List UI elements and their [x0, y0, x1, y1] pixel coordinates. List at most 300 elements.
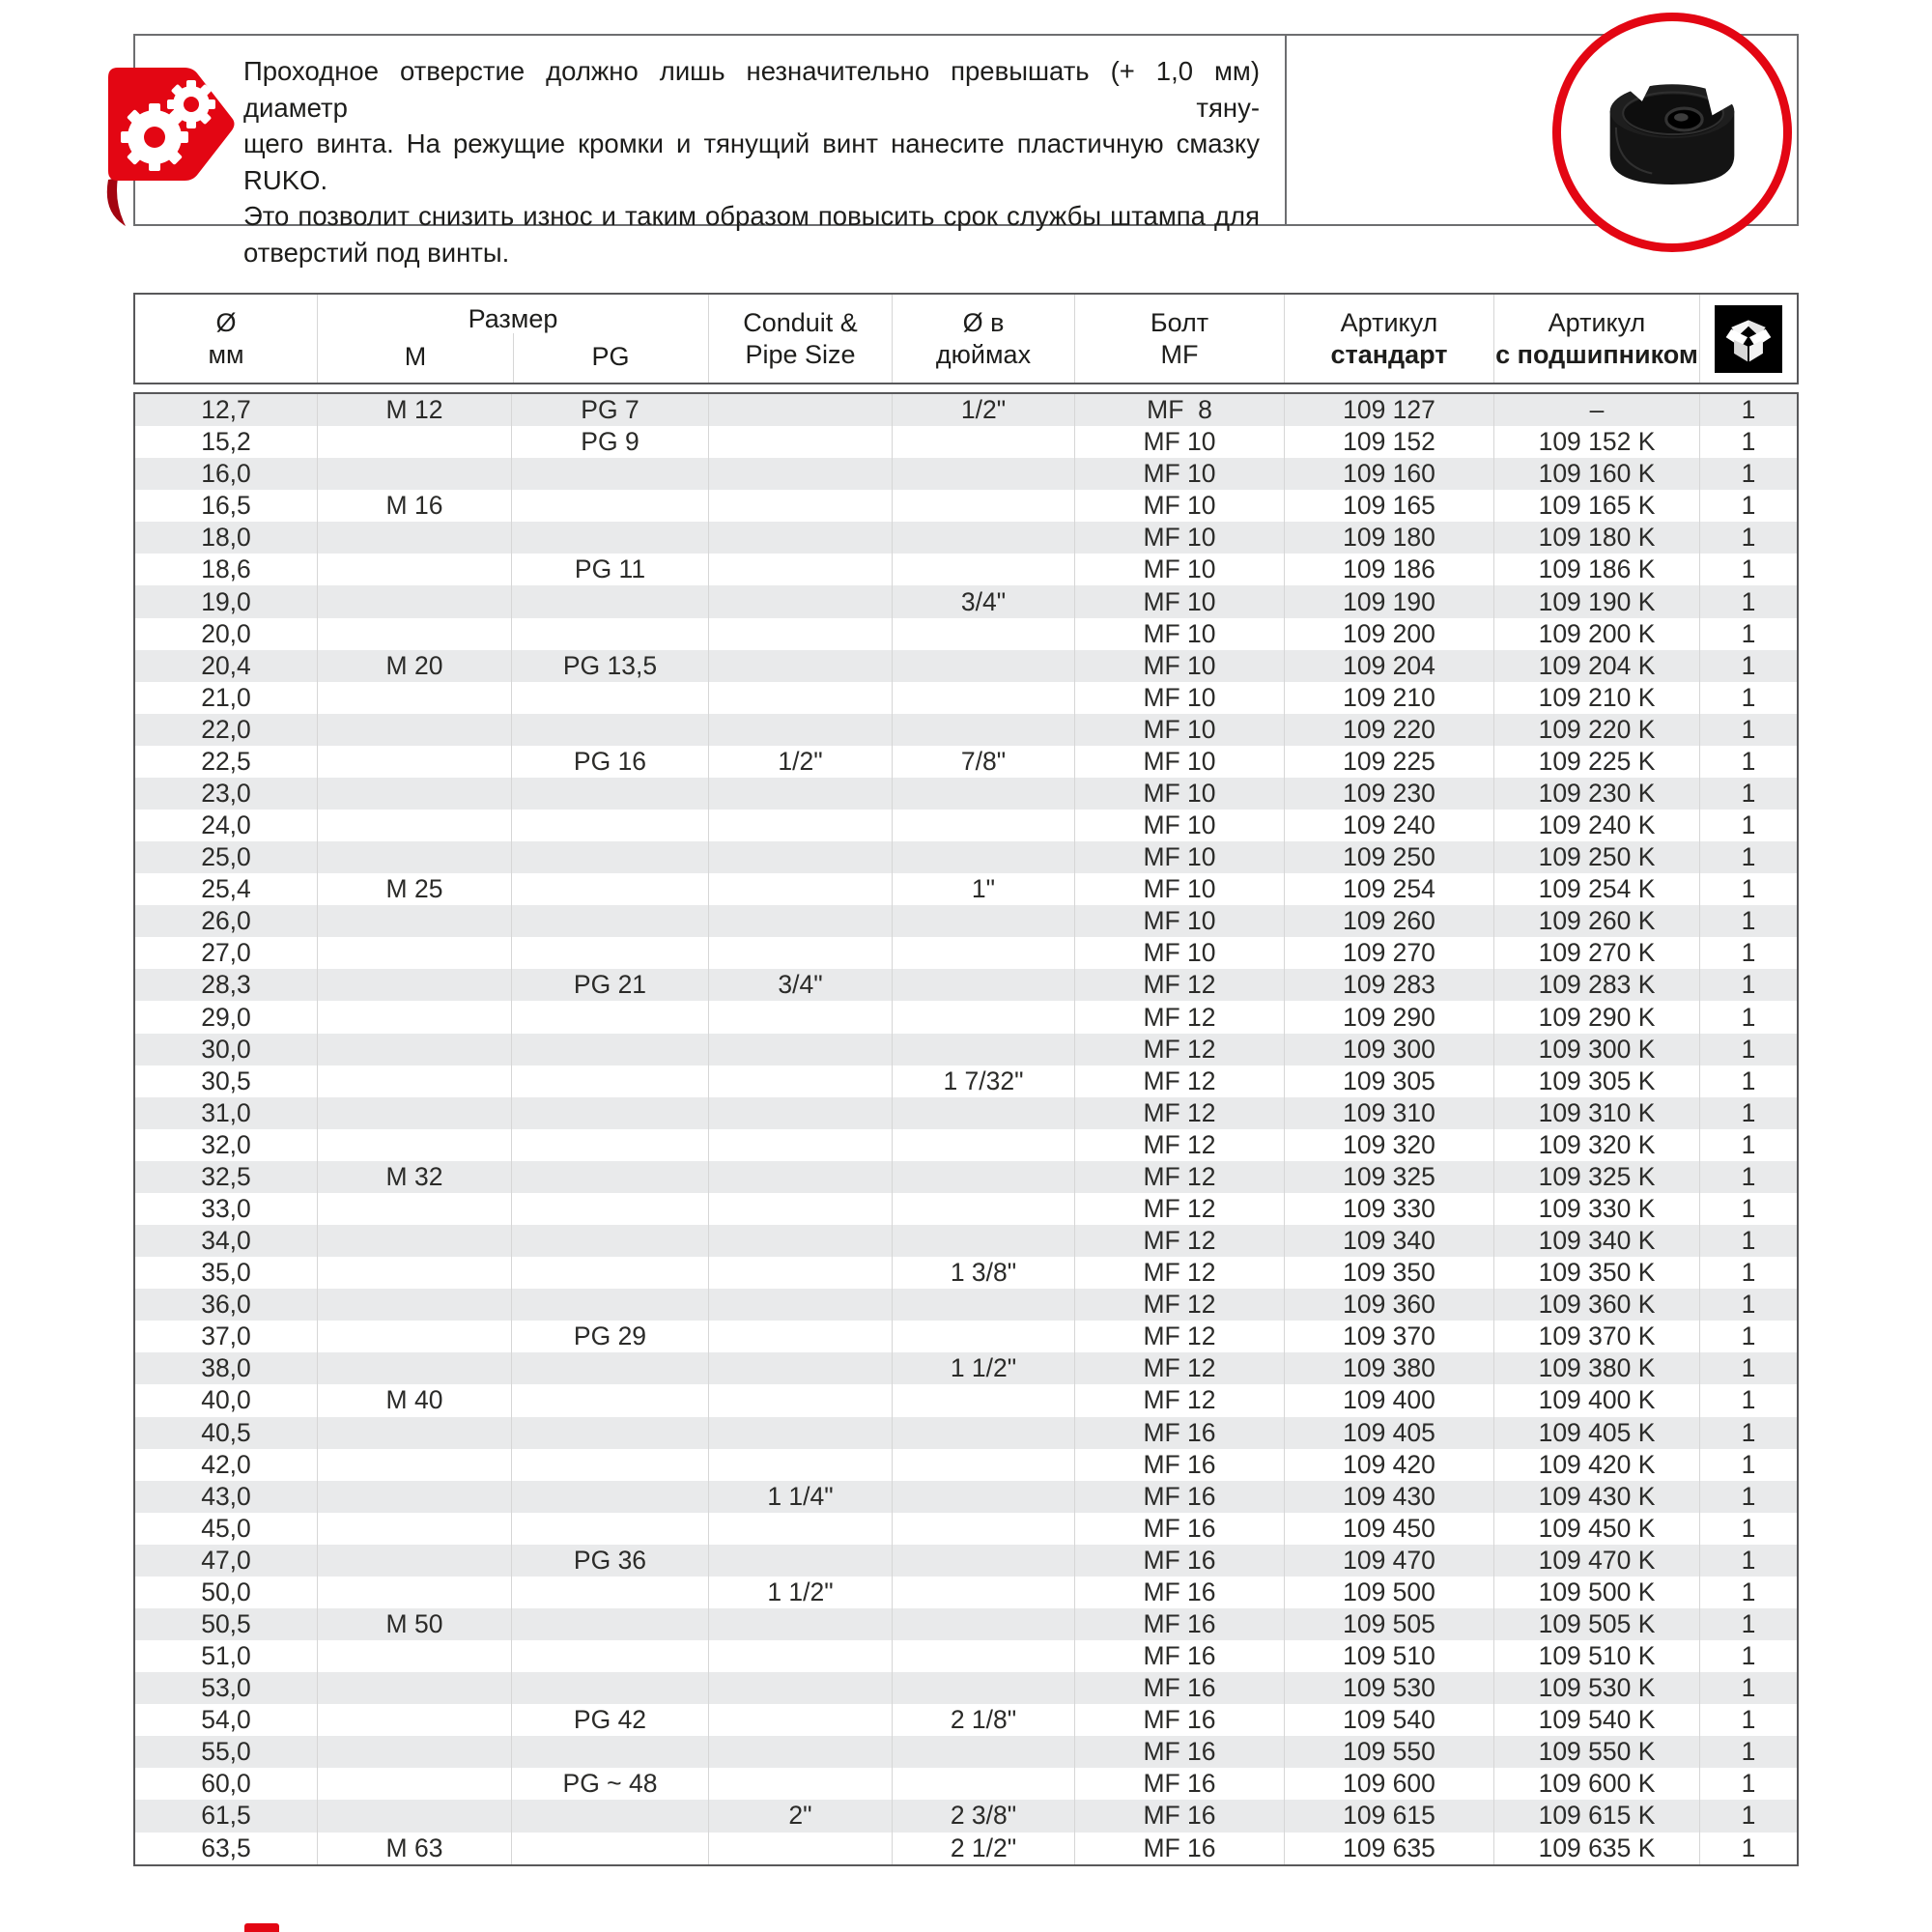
table-cell: 109 300 K	[1494, 1034, 1700, 1065]
table-cell: M 40	[318, 1384, 512, 1416]
table-cell: 1	[1741, 778, 1756, 808]
table-cell	[512, 1352, 709, 1384]
table-row	[135, 458, 1797, 490]
table-cell	[893, 1225, 1075, 1257]
table-cell: 16,0	[135, 458, 318, 490]
table-cell	[318, 1001, 512, 1033]
table-cell: 20,4	[135, 650, 318, 682]
table-cell: 1	[1741, 459, 1756, 489]
table-cell	[709, 714, 893, 746]
header-diameter-mm	[135, 295, 318, 383]
table-row	[135, 1384, 1797, 1416]
table-cell: 109 635	[1285, 1833, 1494, 1864]
table-cell: MF 16	[1075, 1800, 1285, 1832]
table-cell: 22,0	[135, 714, 318, 746]
table-cell: 1	[1741, 586, 1756, 616]
table-cell: 1/2"	[893, 394, 1075, 426]
table-cell: 1	[1741, 842, 1756, 872]
table-cell	[709, 1129, 893, 1161]
table-cell: MF 10	[1075, 490, 1285, 522]
table-cell: 3/4"	[709, 969, 893, 1001]
table-cell: 109 190	[1285, 585, 1494, 617]
table-cell: 1	[1741, 1129, 1756, 1159]
table-cell: M 63	[318, 1833, 512, 1864]
table-cell: 109 540 K	[1494, 1704, 1700, 1736]
table-cell	[709, 458, 893, 490]
table-cell: MF 12	[1075, 1129, 1285, 1161]
table-cell	[893, 426, 1075, 458]
table-cell: 1	[1741, 523, 1756, 553]
table-cell: MF 12	[1075, 1321, 1285, 1352]
table-cell	[893, 1129, 1075, 1161]
note-box-divider	[1285, 36, 1287, 224]
table-cell: 109 305 K	[1494, 1065, 1700, 1097]
table-cell	[709, 1384, 893, 1416]
table-cell: 21,0	[135, 682, 318, 714]
table-cell: 109 635 K	[1494, 1833, 1700, 1864]
table-cell: 1	[1741, 1673, 1756, 1703]
table-cell: 12,7	[135, 394, 318, 426]
table-cell: 32,0	[135, 1129, 318, 1161]
table-cell: PG 13,5	[512, 650, 709, 682]
table-cell	[893, 1608, 1075, 1640]
table-cell: 1	[1741, 1545, 1756, 1575]
table-cell: 45,0	[135, 1513, 318, 1545]
table-cell	[318, 1352, 512, 1384]
table-cell	[709, 1736, 893, 1768]
header-conduit-line1: Conduit &	[743, 307, 858, 337]
table-cell	[893, 1001, 1075, 1033]
table-row	[135, 650, 1797, 682]
table-cell	[318, 554, 512, 585]
table-cell	[893, 1545, 1075, 1577]
table-cell	[318, 1545, 512, 1577]
table-row	[135, 841, 1797, 873]
table-cell: 2"	[709, 1800, 893, 1832]
table-cell	[318, 1768, 512, 1800]
table-cell	[709, 1065, 893, 1097]
table-row	[135, 1001, 1797, 1033]
table-cell	[893, 1289, 1075, 1321]
header-bolt-line2: MF	[1160, 339, 1199, 369]
table-cell: 109 420 K	[1494, 1449, 1700, 1481]
table-cell: 18,0	[135, 522, 318, 554]
table-cell: MF 16	[1075, 1545, 1285, 1577]
table-cell: 109 225 K	[1494, 746, 1700, 778]
table-cell: MF 12	[1075, 1352, 1285, 1384]
table-cell: MF 12	[1075, 969, 1285, 1001]
table-cell: 109 470 K	[1494, 1545, 1700, 1577]
table-cell: 1	[1741, 1002, 1756, 1032]
table-cell: MF 12	[1075, 1065, 1285, 1097]
table-cell: PG 29	[512, 1321, 709, 1352]
header-conduit-line2: Pipe Size	[745, 339, 856, 369]
table-cell: 109 230 K	[1494, 778, 1700, 810]
table-cell	[512, 1289, 709, 1321]
note-line: Это позволит снизить износ и таким образом повысить срок службы штампа для	[243, 201, 1260, 231]
table-cell: 32,5	[135, 1161, 318, 1193]
table-row	[135, 1545, 1797, 1577]
table-cell	[512, 778, 709, 810]
table-cell: 54,0	[135, 1704, 318, 1736]
table-body	[133, 392, 1799, 1866]
table-cell: 1 1/4"	[709, 1481, 893, 1513]
table-cell: 109 200	[1285, 618, 1494, 650]
table-cell: 109 290 K	[1494, 1001, 1700, 1033]
table-cell: 109 380	[1285, 1352, 1494, 1384]
table-cell	[709, 1513, 893, 1545]
table-cell: 109 320	[1285, 1129, 1494, 1161]
table-cell: MF 10	[1075, 810, 1285, 841]
table-cell: MF 16	[1075, 1449, 1285, 1481]
table-cell	[709, 810, 893, 841]
table-cell: 109 180 K	[1494, 522, 1700, 554]
table-cell: 109 550	[1285, 1736, 1494, 1768]
table-cell: MF 12	[1075, 1097, 1285, 1129]
table-cell: MF 10	[1075, 714, 1285, 746]
table-cell: 109 260 K	[1494, 905, 1700, 937]
header-size-pg: PG	[591, 342, 630, 371]
table-cell	[512, 1034, 709, 1065]
table-cell: MF 12	[1075, 1161, 1285, 1193]
table-row	[135, 1225, 1797, 1257]
table-cell: 29,0	[135, 1001, 318, 1033]
table-cell: MF 12	[1075, 1225, 1285, 1257]
table-cell	[893, 554, 1075, 585]
table-row	[135, 810, 1797, 841]
table-cell: 1	[1741, 682, 1756, 712]
table-row	[135, 682, 1797, 714]
table-cell: 109 186	[1285, 554, 1494, 585]
table-cell: MF 16	[1075, 1736, 1285, 1768]
table-row	[135, 1513, 1797, 1545]
table-cell	[893, 1384, 1075, 1416]
table-cell	[893, 458, 1075, 490]
table-cell	[893, 618, 1075, 650]
header-article-bearing-line1: Артикул	[1548, 307, 1646, 337]
table-cell	[709, 490, 893, 522]
table-cell: 15,2	[135, 426, 318, 458]
punch-die-image	[1592, 57, 1752, 208]
header-size-group	[318, 295, 709, 383]
table-cell: 40,0	[135, 1384, 318, 1416]
table-cell	[318, 969, 512, 1001]
table-cell: 1	[1741, 1833, 1756, 1862]
table-cell	[512, 1577, 709, 1608]
table-cell	[893, 682, 1075, 714]
table-cell: 60,0	[135, 1768, 318, 1800]
table-cell: 53,0	[135, 1672, 318, 1704]
table-cell	[318, 585, 512, 617]
table-cell	[318, 1736, 512, 1768]
table-row	[135, 522, 1797, 554]
table-cell: 1	[1741, 1641, 1756, 1671]
header-diameter-unit: мм	[208, 339, 244, 369]
table-cell	[893, 1672, 1075, 1704]
table-cell: 1	[1741, 618, 1756, 648]
table-cell: MF 16	[1075, 1417, 1285, 1449]
table-cell: 109 250	[1285, 841, 1494, 873]
table-cell	[709, 1704, 893, 1736]
table-cell	[893, 1449, 1075, 1481]
table-cell	[709, 1257, 893, 1289]
table-row	[135, 969, 1797, 1001]
table-cell: 109 430	[1285, 1481, 1494, 1513]
header-inches-line2: дюймах	[935, 339, 1032, 369]
table-cell: 109 283	[1285, 969, 1494, 1001]
table-cell: MF 10	[1075, 554, 1285, 585]
table-cell: 1	[1741, 427, 1756, 457]
footer-red-mark	[244, 1923, 279, 1932]
table-cell	[893, 969, 1075, 1001]
table-cell: 109 500	[1285, 1577, 1494, 1608]
table-cell	[893, 841, 1075, 873]
table-cell	[318, 522, 512, 554]
table-cell: MF 16	[1075, 1704, 1285, 1736]
table-cell: 1 1/2"	[709, 1577, 893, 1608]
table-cell: MF 12	[1075, 1034, 1285, 1065]
table-cell: 1	[1741, 1353, 1756, 1383]
table-cell: 37,0	[135, 1321, 318, 1352]
table-cell	[709, 1640, 893, 1672]
table-cell	[893, 1577, 1075, 1608]
header-inches	[893, 295, 1075, 383]
table-cell: 109 615 K	[1494, 1800, 1700, 1832]
table-cell	[512, 1161, 709, 1193]
table-cell: 109 400	[1285, 1384, 1494, 1416]
table-cell: –	[1494, 394, 1700, 426]
table-row	[135, 1481, 1797, 1513]
table-cell	[512, 937, 709, 969]
table-cell: MF 10	[1075, 618, 1285, 650]
table-cell: 109 225	[1285, 746, 1494, 778]
table-cell: 109 290	[1285, 1001, 1494, 1033]
note-line: отверстий под винты.	[243, 237, 510, 268]
table-cell: 109 380 K	[1494, 1352, 1700, 1384]
table-cell	[512, 873, 709, 905]
table-cell	[709, 618, 893, 650]
table-cell: 109 530 K	[1494, 1672, 1700, 1704]
header-package	[1700, 295, 1797, 383]
table-cell	[709, 905, 893, 937]
table-cell: PG 7	[512, 394, 709, 426]
table-cell: 20,0	[135, 618, 318, 650]
table-cell: 109 283 K	[1494, 969, 1700, 1001]
table-cell: 26,0	[135, 905, 318, 937]
table-cell: M 12	[318, 394, 512, 426]
table-cell: 1	[1741, 1417, 1756, 1447]
table-cell: 109 405 K	[1494, 1417, 1700, 1449]
table-cell	[318, 1257, 512, 1289]
header-bolt-mf	[1075, 295, 1285, 383]
table-cell	[893, 714, 1075, 746]
table-row	[135, 1034, 1797, 1065]
table-cell: 61,5	[135, 1800, 318, 1832]
table-cell	[318, 1129, 512, 1161]
table-cell	[512, 1833, 709, 1864]
table-cell: 22,5	[135, 746, 318, 778]
table-cell	[709, 394, 893, 426]
table-row	[135, 937, 1797, 969]
table-cell: MF 16	[1075, 1577, 1285, 1608]
table-row	[135, 1449, 1797, 1481]
table-cell: 109 254 K	[1494, 873, 1700, 905]
table-cell: MF 12	[1075, 1001, 1285, 1033]
table-cell	[512, 1736, 709, 1768]
header-article-standard	[1285, 295, 1494, 383]
table-cell	[512, 1481, 709, 1513]
table-cell: M 25	[318, 873, 512, 905]
table-cell: MF 10	[1075, 841, 1285, 873]
table-cell: 1	[1741, 1769, 1756, 1799]
table-cell: 2 3/8"	[893, 1800, 1075, 1832]
table-cell: 109 370	[1285, 1321, 1494, 1352]
table-cell	[893, 1193, 1075, 1225]
table-cell: 109 530	[1285, 1672, 1494, 1704]
table-cell: 55,0	[135, 1736, 318, 1768]
table-cell	[318, 905, 512, 937]
table-cell: 1	[1741, 1513, 1756, 1543]
table-cell: 1	[1741, 906, 1756, 936]
table-cell: 109 420	[1285, 1449, 1494, 1481]
table-cell: 109 152 K	[1494, 426, 1700, 458]
table-cell: MF 10	[1075, 650, 1285, 682]
table-cell: PG 21	[512, 969, 709, 1001]
table-cell: MF 12	[1075, 1193, 1285, 1225]
table-cell: 109 615	[1285, 1800, 1494, 1832]
table-cell	[512, 618, 709, 650]
table-cell: MF 10	[1075, 682, 1285, 714]
table-cell: 109 510 K	[1494, 1640, 1700, 1672]
table-cell: MF 16	[1075, 1513, 1285, 1545]
table-cell: MF 10	[1075, 746, 1285, 778]
table-cell	[893, 937, 1075, 969]
table-cell	[512, 1513, 709, 1545]
table-row	[135, 1289, 1797, 1321]
table-row	[135, 1704, 1797, 1736]
table-row	[135, 1161, 1797, 1193]
table-cell: 1/2"	[709, 746, 893, 778]
table-row	[135, 1065, 1797, 1097]
table-cell: 31,0	[135, 1097, 318, 1129]
table-cell: 109 340	[1285, 1225, 1494, 1257]
table-cell: 1	[1741, 491, 1756, 521]
table-row	[135, 746, 1797, 778]
table-cell	[709, 1672, 893, 1704]
header-bolt-line1: Болт	[1150, 307, 1209, 337]
table-cell: 109 186 K	[1494, 554, 1700, 585]
table-cell: MF 10	[1075, 522, 1285, 554]
header-article-standard-line2: стандарт	[1330, 339, 1448, 369]
table-cell: 1	[1741, 938, 1756, 968]
header-article-bearing-line2: с подшипником	[1495, 339, 1698, 369]
table-cell: 16,5	[135, 490, 318, 522]
table-cell: 109 400 K	[1494, 1384, 1700, 1416]
table-cell	[893, 1321, 1075, 1352]
table-cell: 1	[1741, 1705, 1756, 1735]
table-cell: 109 165	[1285, 490, 1494, 522]
table-cell: 109 200 K	[1494, 618, 1700, 650]
table-cell: MF 10	[1075, 905, 1285, 937]
table-cell	[318, 1193, 512, 1225]
table-cell	[709, 1768, 893, 1800]
table-cell: 109 350	[1285, 1257, 1494, 1289]
table-row	[135, 1321, 1797, 1352]
table-cell	[318, 1449, 512, 1481]
table-cell: 109 430 K	[1494, 1481, 1700, 1513]
table-cell	[318, 1417, 512, 1449]
table-cell: 109 320 K	[1494, 1129, 1700, 1161]
table-cell	[893, 1768, 1075, 1800]
table-row	[135, 714, 1797, 746]
table-cell: 109 230	[1285, 778, 1494, 810]
table-row	[135, 426, 1797, 458]
table-cell	[893, 490, 1075, 522]
table-cell	[709, 522, 893, 554]
table-row	[135, 1800, 1797, 1832]
note-text	[243, 53, 1260, 270]
table-cell	[318, 1097, 512, 1129]
table-row	[135, 585, 1797, 617]
table-cell: 109 160 K	[1494, 458, 1700, 490]
table-cell: 109 152	[1285, 426, 1494, 458]
table-cell	[512, 458, 709, 490]
table-cell	[709, 1161, 893, 1193]
table-cell	[893, 1640, 1075, 1672]
table-cell	[893, 905, 1075, 937]
table-cell	[318, 1704, 512, 1736]
table-row	[135, 1352, 1797, 1384]
table-cell: 109 470	[1285, 1545, 1494, 1577]
table-cell	[512, 490, 709, 522]
table-cell	[318, 1640, 512, 1672]
table-cell: 109 505	[1285, 1608, 1494, 1640]
table-cell: 109 350 K	[1494, 1257, 1700, 1289]
table-row	[135, 778, 1797, 810]
table-cell: 3/4"	[893, 585, 1075, 617]
table-cell	[709, 554, 893, 585]
table-cell: 1 7/32"	[893, 1065, 1075, 1097]
table-cell	[318, 937, 512, 969]
table-cell: 25,0	[135, 841, 318, 873]
table-cell	[893, 1097, 1075, 1129]
table-cell: 38,0	[135, 1352, 318, 1384]
table-cell	[318, 746, 512, 778]
table-cell	[512, 585, 709, 617]
table-cell	[709, 1225, 893, 1257]
table-row	[135, 618, 1797, 650]
table-cell: 1	[1741, 1034, 1756, 1064]
table-cell: 109 204	[1285, 650, 1494, 682]
table-cell	[318, 1481, 512, 1513]
table-cell: MF 16	[1075, 1481, 1285, 1513]
table-cell: 109 220	[1285, 714, 1494, 746]
product-photo-circle	[1552, 13, 1792, 252]
note-line: Проходное отверстие должно лишь незначительно превышать (+ 1,0 мм) диаметр тяну-	[243, 56, 1260, 123]
table-cell: PG 11	[512, 554, 709, 585]
table-cell: MF 10	[1075, 937, 1285, 969]
table-cell: MF 16	[1075, 1768, 1285, 1800]
gears-ribbon-icon	[93, 56, 245, 238]
table-cell: 109 210 K	[1494, 682, 1700, 714]
table-cell	[512, 841, 709, 873]
table-row	[135, 1672, 1797, 1704]
table-cell: 1	[1741, 714, 1756, 744]
table-cell	[318, 1800, 512, 1832]
table-cell: 109 160	[1285, 458, 1494, 490]
table-cell: 7/8"	[893, 746, 1075, 778]
table-cell: 1	[1741, 650, 1756, 680]
